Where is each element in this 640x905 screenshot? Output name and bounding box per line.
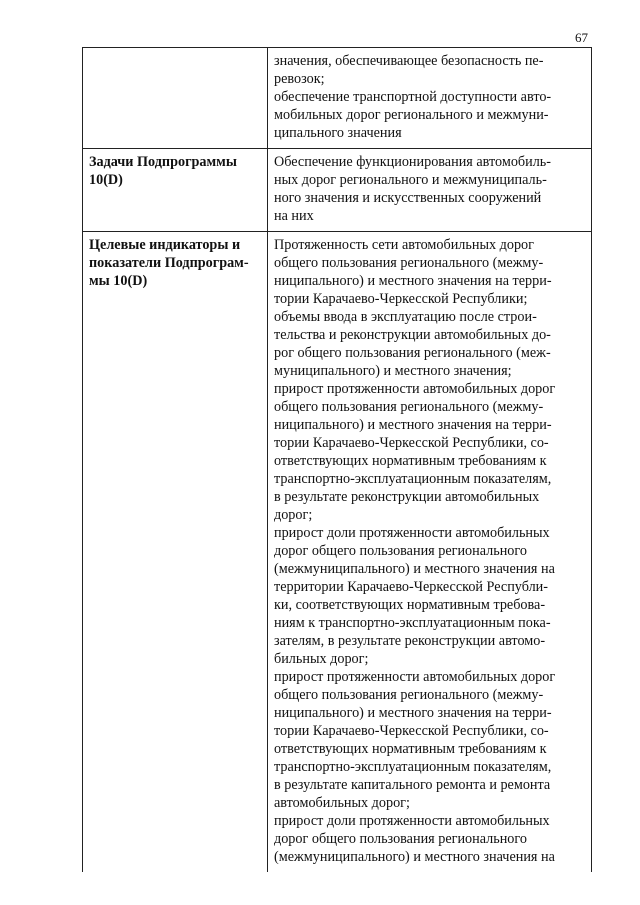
- content-line: прирост доли протяженности автомобильных: [274, 813, 550, 829]
- content-line: транспортно-эксплуатационным показателям,: [274, 471, 552, 487]
- content-line: тельства и реконструкции автомобильных до-: [274, 327, 551, 343]
- content-line: дорог общего пользования регионального: [274, 543, 527, 559]
- content-line: значения, обеспечивающее безопасность пе-: [274, 53, 544, 69]
- content-line: общего пользования регионального (межму-: [274, 255, 544, 271]
- content-line: общего пользования регионального (межму-: [274, 399, 544, 415]
- content-line: прирост доли протяженности автомобильных: [274, 525, 550, 541]
- page-number: 67: [575, 30, 588, 45]
- content-line: муниципального) и местного значения;: [274, 363, 512, 379]
- table-body: [83, 48, 592, 873]
- content-line: Протяженность сети автомобильных дорог: [274, 237, 534, 253]
- row-label: Задачи Подпрограммы 10(D): [83, 149, 268, 232]
- content-line: Обеспечение функционирования автомобиль-: [274, 154, 551, 170]
- content-line: в результате реконструкции автомобильных: [274, 489, 540, 505]
- content-line: ревозок;: [274, 71, 325, 87]
- content-line: общего пользования регионального (межму-: [274, 687, 544, 703]
- content-line: ответствующих нормативным требованиям к: [274, 453, 547, 469]
- content-line: ки, соответствующих нормативным требова-: [274, 597, 546, 613]
- content-line: бильных дорог;: [274, 651, 369, 667]
- content-line: территории Карачаево-Черкесской Республи-: [274, 579, 548, 595]
- content-line: ниципального) и местного значения на терри-: [274, 273, 552, 289]
- subprogram-table: [82, 47, 592, 872]
- row-label: Целевые индикаторы и показатели Подпрограм-мы 10(D): [83, 232, 268, 873]
- content-line: мобильных дорог регионального и межмуни-: [274, 107, 549, 123]
- content-line: (межмуниципального) и местного значения на: [274, 561, 555, 577]
- content-line: ных дорог регионального и межмуниципаль-: [274, 172, 547, 188]
- content-line: прирост протяженности автомобильных дорог: [274, 381, 556, 397]
- table-row: [83, 149, 592, 232]
- content-line: транспортно-эксплуатационным показателям,: [274, 759, 552, 775]
- row-content: [268, 232, 592, 873]
- content-line: ответствующих нормативным требованиям к: [274, 741, 547, 757]
- row-label: [83, 48, 268, 149]
- table-row: [83, 48, 592, 149]
- content-line: ного значения и искусственных сооружений: [274, 190, 542, 206]
- content-line: прирост протяженности автомобильных дорог: [274, 669, 556, 685]
- content-line: ниям к транспортно-эксплуатационным пока-: [274, 615, 551, 631]
- content-line: в результате капитального ремонта и ремонта: [274, 777, 551, 793]
- content-line: дорог общего пользования регионального: [274, 831, 527, 847]
- content-line: рог общего пользования регионального (меж-: [274, 345, 551, 361]
- content-line: тории Карачаево-Черкесской Республики, со-: [274, 435, 549, 451]
- content-line: автомобильных дорог;: [274, 795, 410, 811]
- content-line: тории Карачаево-Черкесской Республики;: [274, 291, 528, 307]
- content-line: тории Карачаево-Черкесской Республики, со-: [274, 723, 549, 739]
- content-line: ниципального) и местного значения на терри-: [274, 705, 552, 721]
- content-line: (межмуниципального) и местного значения на: [274, 849, 555, 865]
- content-line: ниципального) и местного значения на терри-: [274, 417, 552, 433]
- content-line: обеспечение транспортной доступности авто-: [274, 89, 552, 105]
- content-line: объемы ввода в эксплуатацию после строи-: [274, 309, 537, 325]
- content-line: зателям, в результате реконструкции автомо-: [274, 633, 546, 649]
- content-line: ципального значения: [274, 125, 402, 141]
- row-content: [268, 48, 592, 149]
- content-line: дорог;: [274, 507, 313, 523]
- row-content: [268, 149, 592, 232]
- table-row: [83, 232, 592, 873]
- content-line: на них: [274, 208, 314, 224]
